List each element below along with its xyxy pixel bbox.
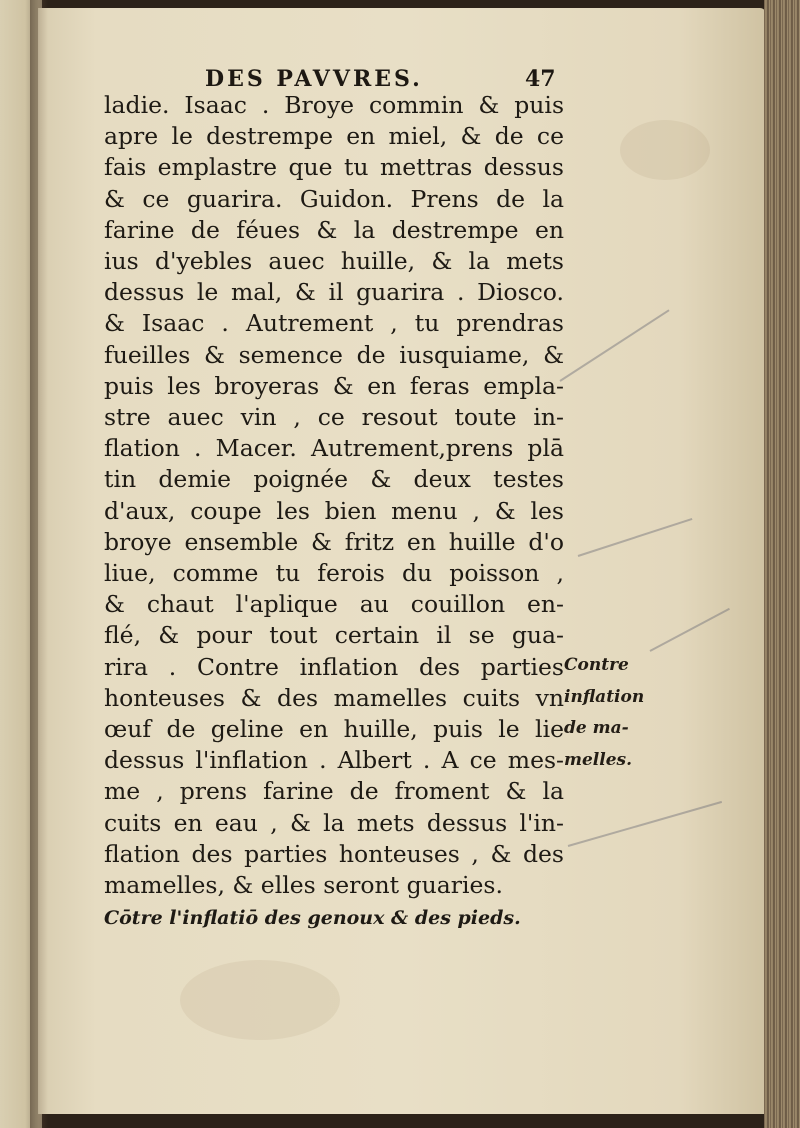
text-line: flation des parties honteuses , & des	[104, 839, 564, 868]
running-head: DES PAVVRES.	[205, 66, 423, 92]
text-line: flation . Macer. Autrement,prens plā	[104, 434, 564, 463]
text-line: fais emplastre que tu mettras dessus	[104, 153, 564, 182]
margin-note-line: inflation	[564, 686, 645, 707]
text-line: puis les broyeras & en feras empla-	[104, 371, 564, 400]
text-line: stre auec vin , ce resout toute in-	[104, 403, 564, 432]
text-line: honteuses & des mamelles cuits vn	[104, 683, 564, 712]
text-line: me , prens farine de froment & la	[104, 777, 564, 806]
text-line: fueilles & semence de iusquiame, &	[104, 340, 564, 369]
text-line: tin demie poignée & deux testes	[104, 465, 564, 494]
text-line: flé, & pour tout certain il se gua-	[104, 621, 564, 650]
text-line: mamelles, & elles seront guaries.	[104, 871, 503, 900]
page-edges	[764, 0, 800, 1128]
text-line: broye ensemble & fritz en huille d'o	[104, 527, 564, 556]
text-line: d'aux, coupe les bien menu , & les	[104, 496, 564, 525]
body-text	[104, 90, 564, 934]
text-line: dessus l'inflation . Albert . A ce mes-	[104, 746, 564, 775]
book-gutter	[30, 0, 48, 1128]
text-line: ladie. Isaac . Broye commin & puis	[104, 91, 564, 119]
text-line: liue, comme tu ferois du poisson ,	[104, 559, 564, 588]
margin-note	[564, 650, 684, 776]
margin-note-line: de ma-	[564, 718, 629, 738]
text-line: œuf de geline en huille, puis le lie	[104, 715, 564, 744]
paper-stain	[180, 960, 340, 1040]
text-line: & ce guarira. Guidon. Prens de la	[104, 184, 564, 213]
page-number: 47	[525, 66, 556, 92]
text-line: ius d'yebles auec huille, & la mets	[104, 247, 564, 276]
section-heading: Cōtre l'inflatiō des genoux & des pieds.	[104, 907, 521, 930]
page-header	[205, 66, 565, 92]
text-line: farine de féues & la destrempe en	[104, 215, 564, 244]
text-line: apre le destrempe en miel, & de ce	[104, 122, 564, 151]
margin-note-line: melles.	[564, 749, 633, 770]
paper-stain	[620, 120, 710, 180]
text-line: & chaut l'aplique au couillon en-	[104, 590, 564, 619]
text-line: dessus le mal, & il guarira . Diosco.	[104, 278, 564, 307]
text-line: rira . Contre inflation des parties	[104, 652, 564, 681]
margin-note-line: Contre	[564, 655, 629, 675]
text-line: & Isaac . Autrement , tu prendras	[104, 309, 564, 338]
text-line: cuits en eau , & la mets dessus l'in-	[104, 808, 564, 837]
